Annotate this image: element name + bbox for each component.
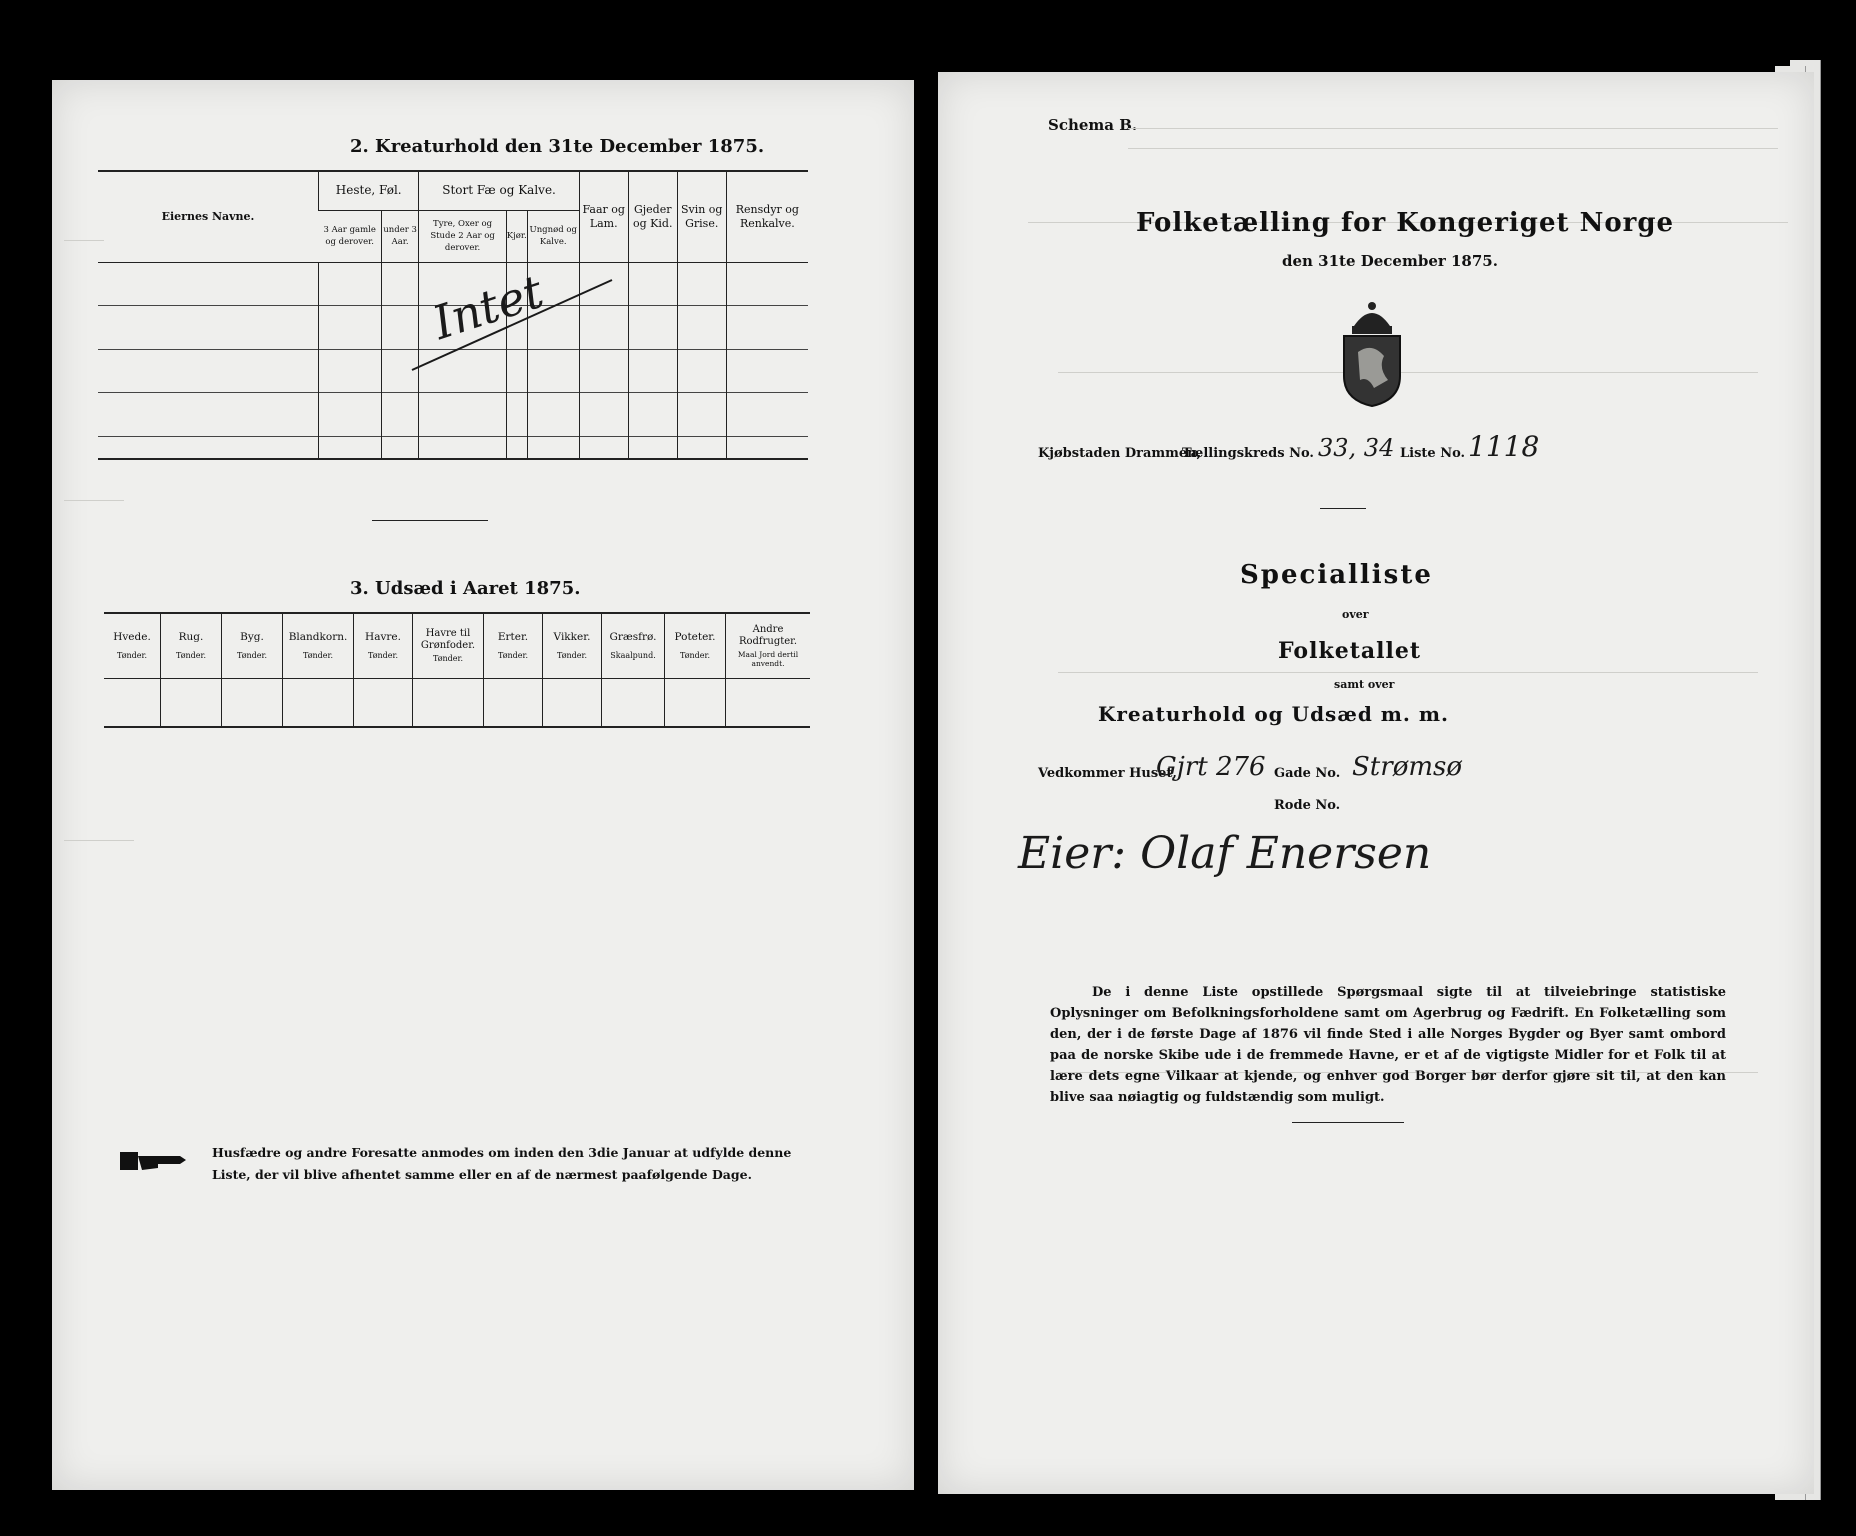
town-label: Kjøbstaden Drammen, bbox=[1038, 446, 1202, 461]
house-label: Vedkommer Huset, bbox=[1038, 766, 1177, 781]
sowing-col-unit: Tønder. bbox=[497, 651, 529, 661]
schema-label: Schema B. bbox=[1048, 116, 1138, 134]
section-divider bbox=[1320, 508, 1366, 509]
horses-sub-header: under 3 Aar. bbox=[383, 225, 417, 247]
list-value: 1118 bbox=[1468, 430, 1540, 463]
horses-header: Heste, Føl. bbox=[335, 183, 402, 198]
district-label: Tællingskreds No. bbox=[1182, 446, 1314, 461]
handwritten-entry: Intet bbox=[426, 264, 550, 350]
rode-label: Rode No. bbox=[1274, 798, 1341, 813]
over-text: over bbox=[1342, 608, 1369, 621]
folketallet-heading: Folketallet bbox=[1278, 638, 1421, 664]
left-page bbox=[52, 80, 914, 1490]
street-label: Gade No. bbox=[1274, 766, 1341, 781]
main-title: Folketælling for Kongeriget Norge bbox=[1136, 208, 1675, 238]
sowing-col-unit: Tønder. bbox=[116, 651, 148, 661]
goats-header: Gjeder og Kid. bbox=[633, 202, 673, 230]
sowing-col-name: Hvede. bbox=[113, 630, 151, 643]
pigs-header: Svin og Grise. bbox=[680, 202, 723, 230]
sowing-col-unit: Tønder. bbox=[302, 651, 334, 661]
right-page bbox=[938, 72, 1814, 1494]
reindeer-header: Rensdyr og Renkalve. bbox=[735, 202, 799, 230]
intro-paragraph: De i denne Liste opstillede Spørgsmaal sigte til at tilveiebringe statistiske Oplysninger om Befolkningsforholdene samt om Agerbrug og Fædrift. En Folketælling som den, der i de første Dage af 1876 vil finde Sted i alle Norges Bygder og Byer samt ombord paa de norske Skibe ude i de fremmede Havne, er et af de vigtigste Midler for et Folk til at lære dets egne Vilkaar at kjende, og enhver god Borger bør derfor gjøre sit til, at den kan blive saa nøiagtig og fuldstændig som muligt. bbox=[1050, 985, 1726, 1105]
sowing-col-unit: Skaalpund. bbox=[610, 651, 656, 661]
specialliste-heading: Specialliste bbox=[1240, 560, 1433, 590]
bleed-through-line bbox=[1128, 148, 1778, 149]
cattle-header: Stort Fæ og Kalve. bbox=[442, 183, 556, 198]
sowing-col-unit: Tønder. bbox=[556, 651, 588, 661]
street-value: Strømsø bbox=[1352, 752, 1462, 782]
sowing-col-name: Vikker. bbox=[553, 630, 591, 643]
owner-signature: Eier: Olaf Enersen bbox=[1018, 828, 1432, 879]
sowing-table bbox=[104, 614, 810, 726]
pointing-hand-icon bbox=[118, 1146, 190, 1176]
sowing-col-name: Rug. bbox=[178, 630, 204, 643]
owners-header: Eiernes Navne. bbox=[161, 209, 255, 223]
cattle-sub-header: Tyre, Oxer og Stude 2 Aar og derover. bbox=[430, 219, 495, 253]
coat-of-arms-icon bbox=[1334, 296, 1410, 408]
sowing-col-unit: Tønder. bbox=[367, 651, 399, 661]
table-bottom-rule bbox=[98, 458, 808, 460]
sowing-col-name: Erter. bbox=[497, 630, 529, 643]
sowing-col-unit: Tønder. bbox=[236, 651, 268, 661]
sowing-col-name: Poteter. bbox=[674, 630, 716, 643]
strike-stroke bbox=[402, 260, 622, 380]
closing-divider bbox=[1292, 1122, 1404, 1123]
main-subtitle: den 31te December 1875. bbox=[1282, 252, 1498, 270]
bleed-through-line bbox=[64, 500, 124, 501]
sowing-col-name: Andre Rodfrugter. bbox=[738, 623, 798, 647]
livestock-section-title: 2. Kreaturhold den 31te December 1875. bbox=[350, 136, 765, 157]
bleed-through-line bbox=[64, 840, 134, 841]
samt-over-text: samt over bbox=[1334, 678, 1395, 691]
sowing-col-unit: Maal Jord dertil anvendt. bbox=[737, 649, 799, 668]
sowing-col-name: Blandkorn. bbox=[288, 630, 348, 643]
list-label: Liste No. bbox=[1400, 446, 1466, 461]
sowing-col-name: Byg. bbox=[240, 630, 264, 643]
district-value: 33, 34 bbox=[1318, 434, 1395, 462]
notice-text: Husfædre og andre Foresatte anmodes om inden den 3die Januar at udfylde denne Liste, der vil blive afhentet samme eller en af de nærmest paafølgende Dage. bbox=[212, 1145, 792, 1182]
sowing-col-unit: Tønder. bbox=[432, 653, 464, 663]
section-divider bbox=[372, 520, 488, 521]
cattle-sub-header: Kjør. bbox=[506, 231, 527, 241]
bleed-through-line bbox=[1128, 128, 1778, 129]
sowing-col-name: Græsfrø. bbox=[609, 630, 657, 643]
horses-sub-header: 3 Aar gamle og derover. bbox=[323, 225, 376, 247]
sowing-col-name: Havre. bbox=[365, 630, 401, 643]
sowing-col-unit: Tønder. bbox=[175, 651, 207, 661]
kreaturhold-heading: Kreaturhold og Udsæd m. m. bbox=[1098, 702, 1449, 726]
sowing-section-title: 3. Udsæd i Aaret 1875. bbox=[350, 578, 581, 599]
table-bottom-rule bbox=[104, 726, 810, 728]
house-value: Gjrt 276 bbox=[1156, 752, 1266, 782]
cattle-sub-header: Ungnød og Kalve. bbox=[529, 225, 577, 247]
sowing-col-name: Havre til Grønfoder. bbox=[420, 627, 476, 651]
bleed-through-line bbox=[1058, 672, 1758, 673]
sheep-header: Faar og Lam. bbox=[582, 202, 625, 230]
sowing-col-unit: Tønder. bbox=[679, 651, 711, 661]
